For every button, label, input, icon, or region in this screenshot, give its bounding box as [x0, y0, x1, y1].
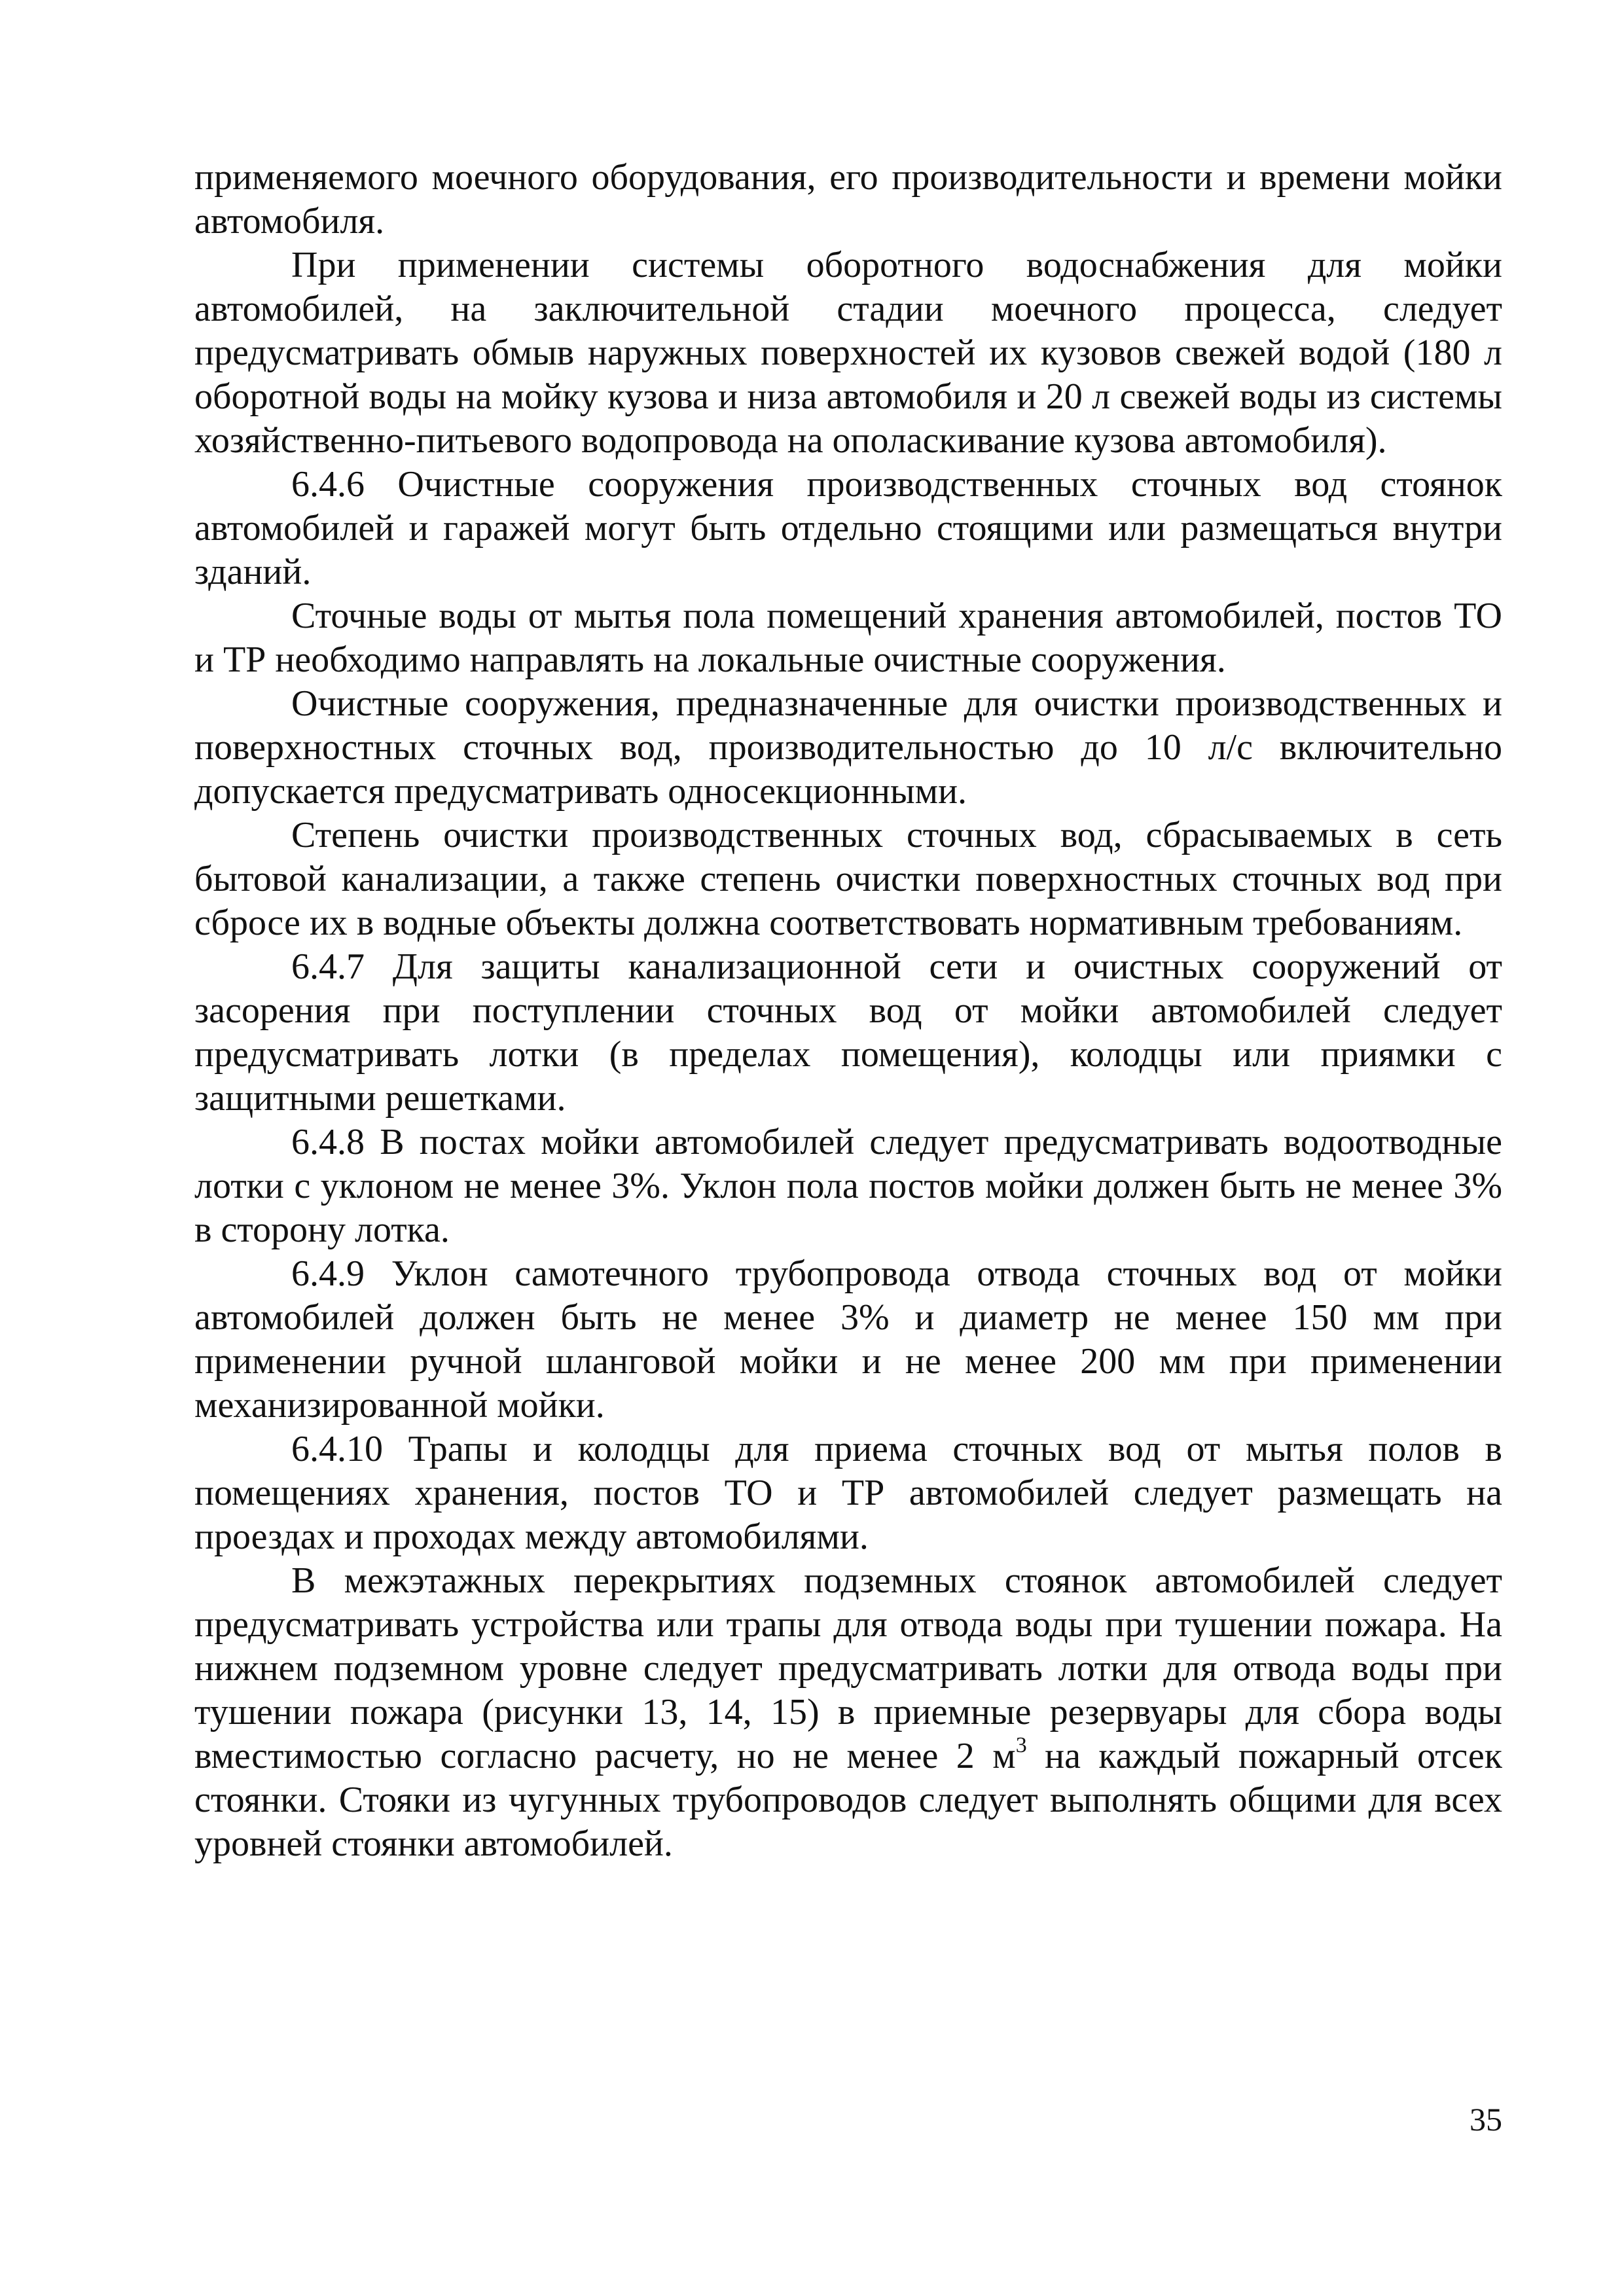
paragraph-text-part: на каждый пожарный отсек стоянки. Стояки из чугунных трубопроводов следует выполнять общими для всех уровней стоянки автомобилей.: [194, 1736, 1502, 1864]
paragraph: При применении системы оборотного водоснабжения для мойки автомобилей, на заключительной стадии моечного процесса, следует предусматривать обмыв наружных поверхностей их кузовов свежей водой (180 л оборотной воды на мойку кузова и низа автомобиля и 20 л свежей воды из системы хозяйственно-питьевого водопровода на ополаскивание кузова автомобиля).: [194, 245, 1502, 461]
paragraph: Очистные сооружения, предназначенные для очистки производственных и поверхностных сточных вод, производительностью до 10 л/с включительно допускается предусматривать односекционными.: [194, 683, 1502, 812]
paragraph-text-part: В межэтажных перекрытиях подземных стоянок автомобилей следует предусматривать устройства или трапы для отвода воды при тушении пожара. На нижнем подземном уровне следует предусматривать лотки для отвода воды при тушении пожара (рисунки 13, 14, 15) в приемные резервуары для сбора воды вместимостью согласно расчету, но не менее 2 м: [194, 1560, 1502, 1776]
paragraph: 6.4.8 В постах мойки автомобилей следует предусматривать водоотводные лотки с уклоном не менее 3%. Уклон пола постов мойки должен быть не менее 3% в сторону лотка.: [194, 1122, 1502, 1250]
superscript-cubic: 3: [1015, 1733, 1027, 1757]
paragraph: 6.4.10 Трапы и колодцы для приема сточных вод от мытья полов в помещениях хранения, постов ТО и ТР автомобилей следует размещать на проездах и проходах между автомобилями.: [194, 1429, 1502, 1557]
page-number: 35: [1470, 2101, 1502, 2138]
paragraph: Сточные воды от мытья пола помещений хранения автомобилей, постов ТО и ТР необходимо направлять на локальные очистные сооружения.: [194, 596, 1502, 680]
body-text: [194, 156, 1502, 1866]
paragraph: 6.4.6 Очистные сооружения производственных сточных вод стоянок автомобилей и гаражей могут быть отдельно стоящими или размещаться внутри зданий.: [194, 464, 1502, 592]
paragraph: 6.4.7 Для защиты канализационной сети и очистных сооружений от засорения при поступлении сточных вод от мойки автомобилей следует предусматривать лотки (в пределах помещения), колодцы или приямки с защитными решетками.: [194, 946, 1502, 1119]
paragraph-fire-drainage: [194, 1559, 1502, 1866]
paragraph: 6.4.9 Уклон самотечного трубопровода отвода сточных вод от мойки автомобилей должен быть не менее 3% и диаметр не менее 150 мм при применении ручной шланговой мойки и не менее 200 мм при применении механизированной мойки.: [194, 1253, 1502, 1426]
paragraph: применяемого моечного оборудования, его производительности и времени мойки автомобиля.: [194, 157, 1502, 242]
paragraph: Степень очистки производственных сточных вод, сбрасываемых в сеть бытовой канализации, а также степень очистки поверхностных сточных вод при сбросе их в водные объекты должна соответствовать нормативным требованиям.: [194, 815, 1502, 943]
